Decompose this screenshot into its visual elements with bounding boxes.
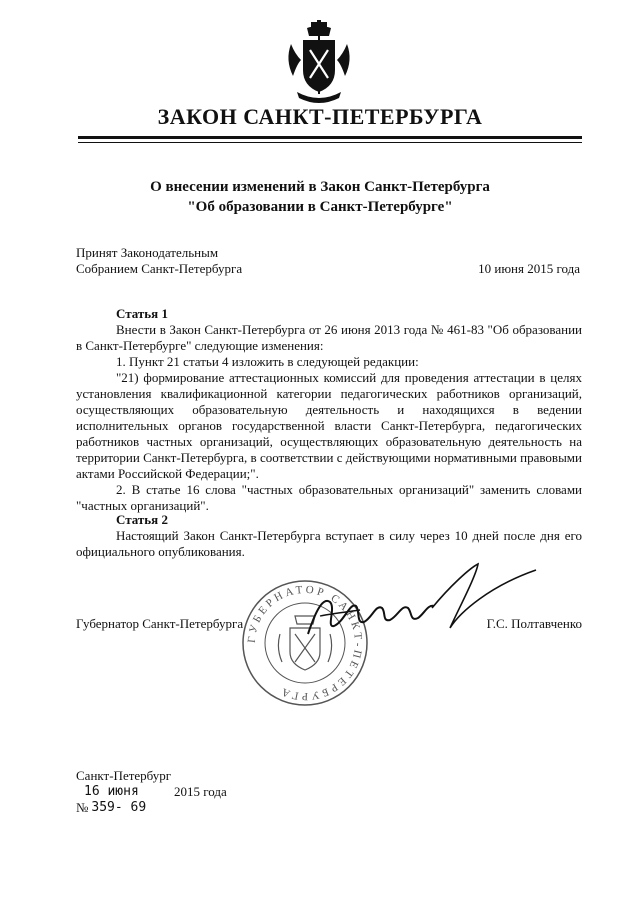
article-1-intro: Внести в Закон Санкт-Петербурга от 26 июня 2013 года № 461-83 "Об образовании в Санкт-Петербурге" следующие изменения: [76,322,582,353]
article-1-quote: "21) формирование аттестационных комиссий для проведения аттестации в целях установления квалификационной категории педагогических работников организаций, осуществляющих образовательную деятельность и находящихся в ведении исполнительных органов государственной власти Санкт-Петербурга, педагогических работников частных организаций, осуществляющих образовательную деятельность на территории Санкт-Петербурга, в соответствии с действующими нормативными правовыми актами Российской Федерации;". [76,370,582,481]
footer-block [76,768,227,816]
footer-year: 2015 года [174,784,227,799]
footer-number-row [76,800,227,816]
footer-date-row [76,784,227,800]
document-title-line-1: О внесении изменений в Закон Санкт-Петербурга [150,179,490,195]
article-1-item-1: 1. Пункт 21 статьи 4 изложить в следующей редакции: [116,354,419,369]
adoption-body [76,245,242,277]
footer-city: Санкт-Петербург [76,768,172,783]
document-title [0,177,640,217]
adoption-date: 10 июня 2015 года [478,261,580,276]
adoption-line-2: Собранием Санкт-Петербурга [76,261,243,276]
article-2-heading: Статья 2 [116,512,168,527]
law-title: ЗАКОН САНКТ-ПЕТЕРБУРГА [157,104,483,129]
article-1 [76,306,582,514]
coat-of-arms-icon [283,20,355,106]
footer-day-month: 16 июня [84,784,139,799]
handwritten-signature-icon [300,556,540,656]
governor-title: Губернатор Санкт-Петербурга [76,616,244,631]
article-2-text: Настоящий Закон Санкт-Петербурга вступает в силу через 10 дней после дня его официального опубликования. [76,528,582,559]
title-rule-thin [78,142,582,143]
article-1-heading: Статья 1 [116,306,168,321]
article-1-item-2: 2. В статье 16 слова "частных образовательных организаций" заменить словами "частных организаций". [76,482,582,513]
document-title-line-2: "Об образовании в Санкт-Петербурге" [187,199,453,215]
governor-name: Г.С. Полтавченко [486,616,582,631]
adoption-line-1: Принят Законодательным [76,245,219,260]
footer-number-prefix: № [76,800,89,815]
footer-number: 359- 69 [91,800,147,815]
article-2 [76,512,582,560]
title-rule-thick [78,136,582,139]
seal-text: ГУБЕРНАТОР САНКТ-ПЕТЕРБУРГА [245,583,365,703]
